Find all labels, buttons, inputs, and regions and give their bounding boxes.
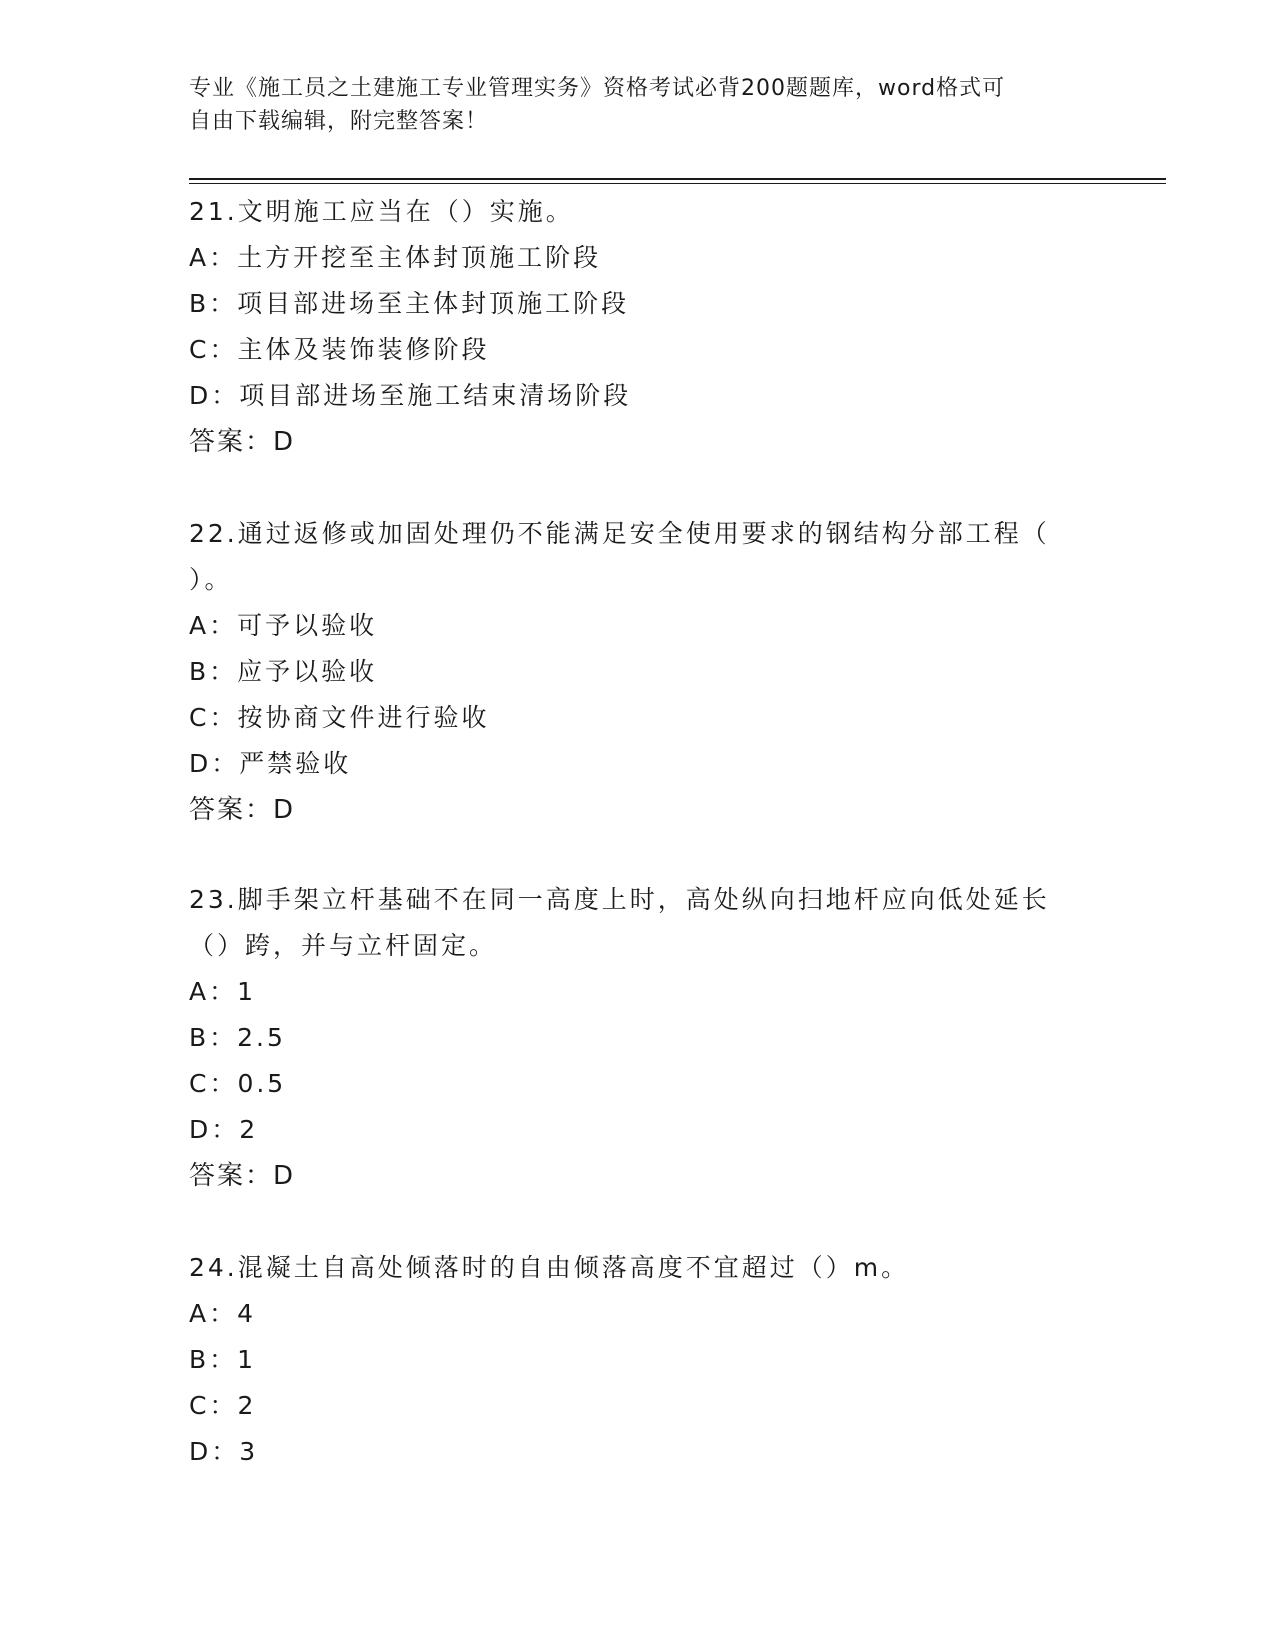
option-b: B：1 — [189, 1345, 257, 1374]
option-c: C：按协商文件进行验收 — [189, 703, 490, 732]
option-b: B：2.5 — [189, 1023, 286, 1052]
question-stem-continued: （）跨，并与立杆固定。 — [189, 931, 498, 960]
option-c: C：2 — [189, 1391, 257, 1420]
question-21 — [189, 189, 1089, 465]
question-23 — [189, 877, 1089, 1199]
option-a: A：1 — [189, 977, 257, 1006]
question-stem: 23.脚手架立杆基础不在同一高度上时，高处纵向扫地杆应向低处延长 — [189, 885, 1050, 914]
question-stem: 24.混凝土自高处倾落时的自由倾落高度不宜超过（）m。 — [189, 1253, 910, 1282]
header-divider-thin — [189, 183, 1166, 184]
answer: 答案：D — [189, 1161, 296, 1191]
option-b: B：项目部进场至主体封顶施工阶段 — [189, 289, 630, 318]
question-stem: 21.文明施工应当在（）实施。 — [189, 197, 574, 226]
header-line-2: 自由下载编辑，附完整答案！ — [189, 109, 489, 134]
option-a: A：4 — [189, 1299, 257, 1328]
header-divider-thick — [189, 178, 1166, 180]
document-header — [189, 72, 1089, 138]
option-d: D：严禁验收 — [189, 749, 352, 778]
header-line-1: 专业《施工员之土建施工专业管理实务》资格考试必背200题题库，word格式可 — [189, 76, 1006, 101]
option-d: D：项目部进场至施工结束清场阶段 — [189, 381, 632, 410]
option-c: C：主体及装饰装修阶段 — [189, 335, 490, 364]
answer: 答案：D — [189, 795, 296, 825]
question-24 — [189, 1245, 1089, 1475]
option-d: D：3 — [189, 1437, 259, 1466]
option-b: B：应予以验收 — [189, 657, 378, 686]
option-a: A：土方开挖至主体封顶施工阶段 — [189, 243, 602, 272]
option-a: A：可予以验收 — [189, 611, 378, 640]
question-22 — [189, 511, 1089, 833]
question-stem-continued: ）。 — [189, 565, 233, 594]
option-c: C：0.5 — [189, 1069, 287, 1098]
answer: 答案：D — [189, 427, 296, 457]
option-d: D：2 — [189, 1115, 259, 1144]
question-stem: 22.通过返修或加固处理仍不能满足安全使用要求的钢结构分部工程（ — [189, 519, 1050, 548]
